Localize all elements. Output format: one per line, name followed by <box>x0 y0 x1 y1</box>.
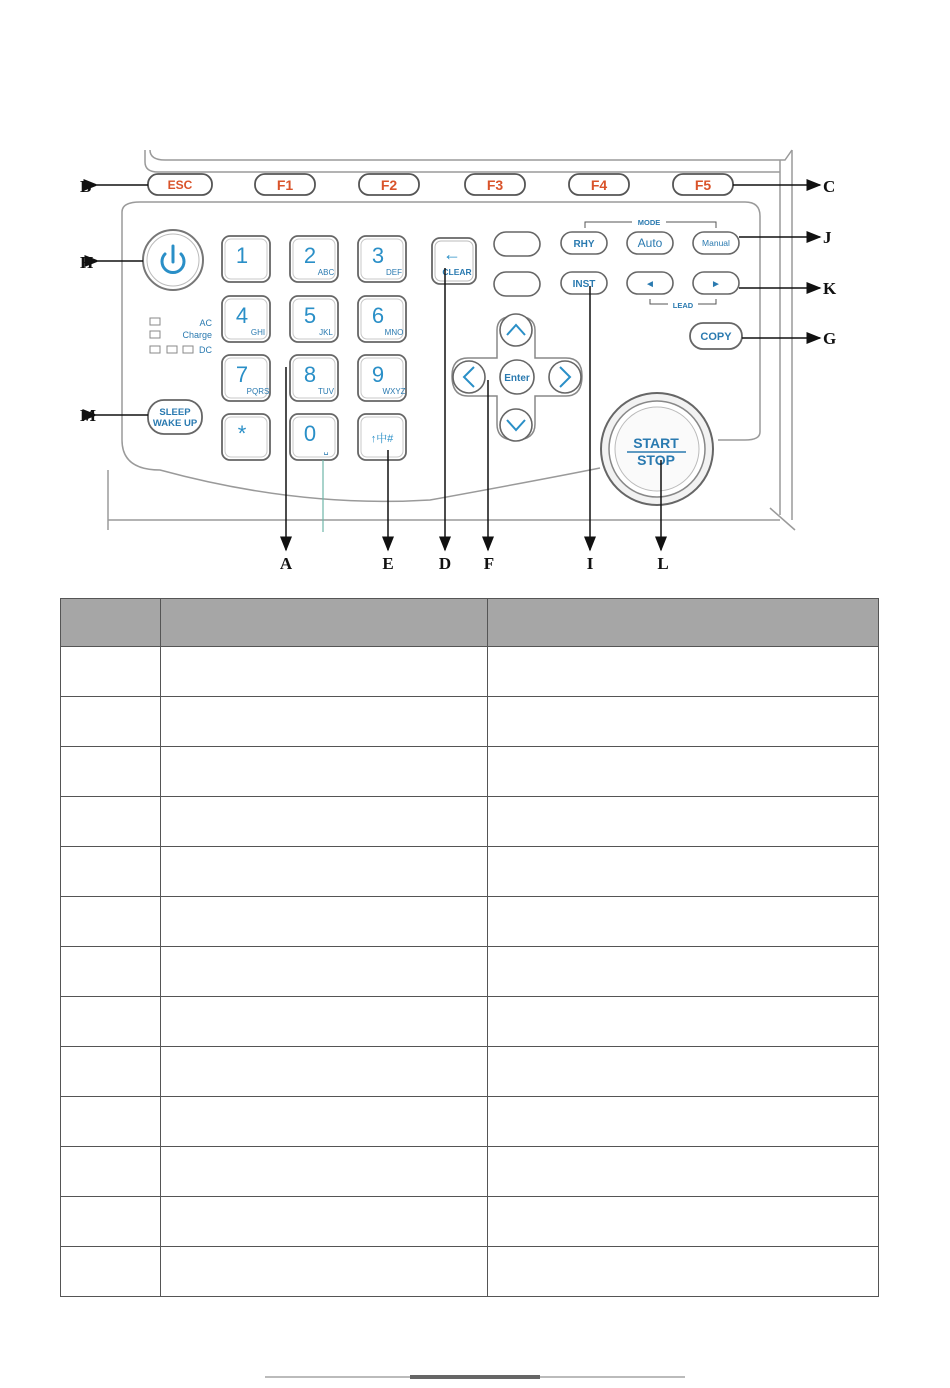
table-row <box>61 1197 879 1247</box>
table-row <box>61 1147 879 1197</box>
keypad-letters: JKL <box>319 328 333 337</box>
keypad-key-6[interactable] <box>358 296 406 342</box>
enter-label: Enter <box>504 373 530 384</box>
callout-b: B <box>80 177 92 196</box>
keypad-digit: ↑中# <box>370 433 394 445</box>
table-cell <box>488 647 879 697</box>
table-row <box>61 747 879 797</box>
keypad-key-10[interactable] <box>222 414 270 460</box>
blank-key-2[interactable] <box>494 272 540 296</box>
table-header-cell <box>161 599 488 647</box>
auto-label: Auto <box>637 236 663 250</box>
table-cell <box>488 1097 879 1147</box>
rhy-label: RHY <box>573 239 595 250</box>
f5-button[interactable] <box>673 174 733 195</box>
table-cell <box>488 1147 879 1197</box>
auto-button[interactable] <box>627 232 673 254</box>
copy-button[interactable] <box>690 323 742 349</box>
table-cell <box>161 947 488 997</box>
table-cell <box>61 797 161 847</box>
nav-left-button[interactable] <box>453 361 485 393</box>
keypad-digit: 8 <box>303 362 317 387</box>
table-cell <box>61 647 161 697</box>
table-cell <box>161 1047 488 1097</box>
navigation-pad <box>452 314 582 441</box>
f1-label: F1 <box>276 177 294 193</box>
table-row <box>61 1097 879 1147</box>
f5-label: F5 <box>694 177 712 193</box>
keypad-letters: ABC <box>317 268 335 277</box>
function-key-row <box>148 174 733 195</box>
table-cell <box>161 897 488 947</box>
keypad-key-5[interactable] <box>290 296 338 342</box>
table-cell <box>161 1247 488 1297</box>
keypad-key-8[interactable] <box>290 355 338 401</box>
keypad-digit: 0 <box>303 421 317 446</box>
table-cell <box>488 1197 879 1247</box>
table-cell <box>488 1247 879 1297</box>
table-cell <box>61 997 161 1047</box>
table-cell <box>488 947 879 997</box>
keypad-digit: 5 <box>303 303 317 328</box>
table-row <box>61 797 879 847</box>
keypad-digit: 6 <box>371 303 385 328</box>
start-stop-button[interactable] <box>601 393 713 505</box>
lead-prev-button[interactable] <box>627 272 673 294</box>
table-cell <box>161 697 488 747</box>
esc-button[interactable] <box>148 174 212 195</box>
table-cell <box>488 1047 879 1097</box>
wake-up-label: WAKE UP <box>152 418 198 429</box>
keypad-key-9[interactable] <box>358 355 406 401</box>
keypad-key-11[interactable] <box>290 414 338 460</box>
inst-button[interactable] <box>561 272 607 294</box>
mode-group <box>561 218 739 254</box>
ac-indicator-label: AC <box>199 318 212 328</box>
f4-button[interactable] <box>569 174 629 195</box>
mode-title: MODE <box>637 218 661 227</box>
table-cell <box>61 847 161 897</box>
callout-a: A <box>279 554 293 573</box>
keypad-digit: 1 <box>235 243 249 268</box>
table-header-cell <box>61 599 161 647</box>
status-indicators <box>150 318 212 355</box>
table-cell <box>61 947 161 997</box>
keypad-digit: * <box>237 421 247 446</box>
lead-next-button[interactable] <box>693 272 739 294</box>
keypad-key-7[interactable] <box>222 355 270 401</box>
keypad-digit: 2 <box>303 243 317 268</box>
table-row <box>61 697 879 747</box>
table-row <box>61 1047 879 1097</box>
start-label: START <box>633 435 679 451</box>
key-description-table <box>60 598 879 1297</box>
callout-k: K <box>823 279 837 298</box>
table-cell <box>488 697 879 747</box>
table-cell <box>61 1047 161 1097</box>
table-header-row <box>61 599 879 647</box>
nav-right-button[interactable] <box>549 361 581 393</box>
callout-e: E <box>382 554 394 573</box>
callout-j: J <box>823 228 832 247</box>
callout-f: F <box>483 554 495 573</box>
keyboard-diagram <box>0 0 950 600</box>
table-cell <box>61 747 161 797</box>
keypad-letters: TUV <box>318 387 334 396</box>
nav-down-button[interactable] <box>500 409 532 441</box>
inst-label: INST <box>572 279 596 290</box>
table-cell <box>161 747 488 797</box>
table-cell <box>488 797 879 847</box>
charge-indicator-label: Charge <box>182 330 212 340</box>
lead-group <box>627 272 739 310</box>
table-cell <box>488 847 879 897</box>
table-cell <box>61 1247 161 1297</box>
table-cell <box>61 1197 161 1247</box>
keypad-key-3[interactable] <box>358 236 406 282</box>
table-cell <box>161 1097 488 1147</box>
table-cell <box>161 997 488 1047</box>
table-cell <box>161 847 488 897</box>
power-button[interactable] <box>143 230 203 290</box>
table-row <box>61 847 879 897</box>
table-cell <box>488 897 879 947</box>
clear-button[interactable] <box>432 238 476 284</box>
keypad-letters: DEF <box>386 268 402 277</box>
blank-key-1[interactable] <box>494 232 540 256</box>
keypad-digit: 7 <box>235 362 249 387</box>
lead-right-icon: ► <box>711 279 721 290</box>
clear-label: CLEAR <box>442 267 472 277</box>
table-header-cell <box>488 599 879 647</box>
keypad-letters: MNO <box>384 328 404 337</box>
table-row <box>61 647 879 697</box>
table-row <box>61 947 879 997</box>
keypad-key-4[interactable] <box>222 296 270 342</box>
table-cell <box>161 1197 488 1247</box>
f3-label: F3 <box>486 177 504 193</box>
lead-left-icon: ◄ <box>645 279 655 290</box>
keypad-letters: GHI <box>250 328 266 337</box>
lead-title: LEAD <box>672 301 694 310</box>
sleep-label: SLEEP <box>159 407 191 418</box>
keypad-letters: WXYZ <box>382 387 406 396</box>
f2-label: F2 <box>380 177 398 193</box>
table-row <box>61 897 879 947</box>
table-cell <box>61 1097 161 1147</box>
table-cell <box>488 997 879 1047</box>
f3-button[interactable] <box>465 174 525 195</box>
keypad-digit: 3 <box>371 243 385 268</box>
footer-rule-accent <box>410 1375 540 1379</box>
f1-button[interactable] <box>255 174 315 195</box>
backspace-icon: ← <box>443 244 461 264</box>
keypad-key-12[interactable] <box>358 414 406 460</box>
table-cell <box>161 797 488 847</box>
f2-button[interactable] <box>359 174 419 195</box>
table-cell <box>61 897 161 947</box>
keypad-key-2[interactable] <box>290 236 338 282</box>
table-cell <box>161 647 488 697</box>
callout-d: D <box>438 554 452 573</box>
callout-l: L <box>657 554 669 573</box>
esc-label: ESC <box>167 178 193 192</box>
copy-label: COPY <box>700 331 732 343</box>
table-row <box>61 997 879 1047</box>
table-cell <box>61 697 161 747</box>
table-cell <box>61 1147 161 1197</box>
table-row <box>61 1247 879 1297</box>
table-cell <box>488 747 879 797</box>
manual-button[interactable] <box>693 232 739 254</box>
numeric-keypad <box>222 236 406 460</box>
f4-label: F4 <box>590 177 608 193</box>
enter-button[interactable] <box>500 360 534 394</box>
dc-indicator-label: DC <box>199 345 212 355</box>
stop-label: STOP <box>637 452 675 468</box>
table-cell <box>161 1147 488 1197</box>
sleep-wake-button[interactable] <box>148 400 202 434</box>
callout-h: H <box>80 253 94 272</box>
callout-g: G <box>823 329 837 348</box>
keypad-digit: 4 <box>235 303 249 328</box>
keypad-letters: PQRS <box>246 387 270 396</box>
keypad-digit: 9 <box>371 362 385 387</box>
manual-label: Manual <box>702 238 730 248</box>
callout-i: I <box>586 554 594 573</box>
nav-up-button[interactable] <box>500 314 532 346</box>
callout-c: C <box>823 177 836 196</box>
rhy-button[interactable] <box>561 232 607 254</box>
keypad-key-1[interactable] <box>222 236 270 282</box>
callout-m: M <box>80 406 97 425</box>
keypad-letters: ␣ <box>323 446 329 455</box>
